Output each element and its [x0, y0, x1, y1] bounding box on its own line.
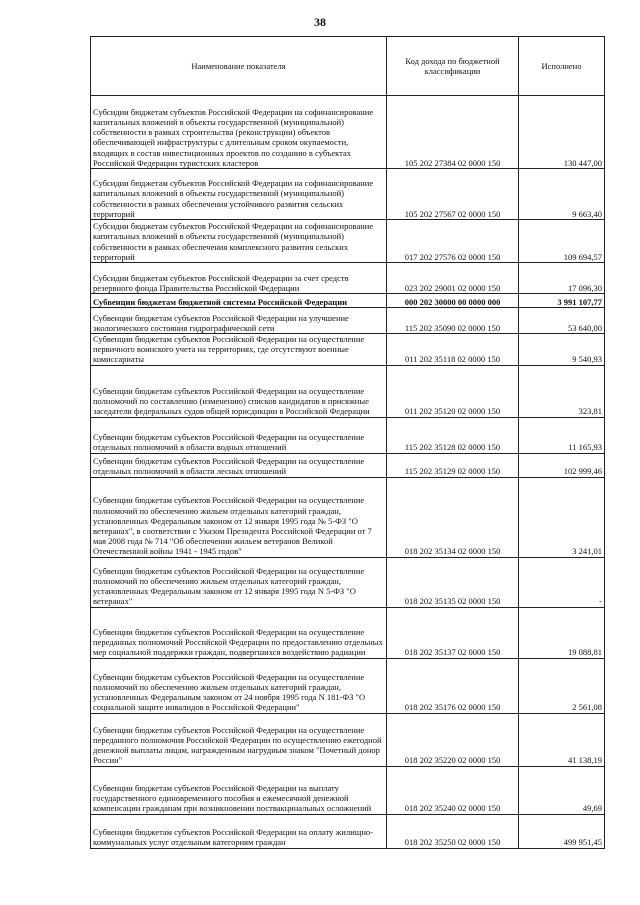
row-value-cell: 2 561,08: [519, 658, 605, 713]
row-value-cell: 53 640,00: [519, 308, 605, 334]
row-name-cell: Субсидии бюджетам субъектов Российской Федерации на софинансирование капитальных вложений в объекты государственной (муниципальной) собственности в рамках строительства (реконструкции) объектов обеспечивающей инфраструктуры с длительным сроком окупаемости, входящих в состав инвестиционных проектов по созданию в субъектах Российской Федерации туристских кластеров: [91, 96, 387, 169]
row-value-cell: 3 241,01: [519, 477, 605, 557]
row-value-cell: 3 991 107,77: [519, 294, 605, 308]
row-code-cell: 105 202 27567 02 0000 150: [387, 169, 519, 220]
row-value-cell: 102 999,46: [519, 453, 605, 477]
row-code-cell: 018 202 35176 02 0000 150: [387, 658, 519, 713]
table-row: [91, 169, 605, 220]
revenue-table: [90, 36, 605, 849]
table-row: [91, 263, 605, 294]
row-code-cell: 023 202 29001 02 0000 150: [387, 263, 519, 294]
table-row: [91, 766, 605, 814]
row-value-cell: -: [519, 557, 605, 607]
row-value-cell: 49,69: [519, 766, 605, 814]
row-name-cell: Субвенции бюджетам субъектов Российской Федерации на улучшение экологического состояния гидрографической сети: [91, 308, 387, 334]
table-row: [91, 557, 605, 607]
row-code-cell: 105 202 27384 02 0000 150: [387, 96, 519, 169]
row-value-cell: 19 088,81: [519, 607, 605, 658]
table-row: [91, 365, 605, 417]
row-name-cell: Субвенции бюджетам субъектов Российской Федерации на осуществление первичного воинского учета на территориях, где отсутствуют военные комиссариаты: [91, 334, 387, 366]
row-value-cell: 41 138,19: [519, 713, 605, 766]
table-row: [91, 334, 605, 366]
row-value-cell: 11 165,93: [519, 417, 605, 453]
row-code-cell: 018 202 35220 02 0000 150: [387, 713, 519, 766]
row-value-cell: 499 951,45: [519, 814, 605, 848]
row-value-cell: 323,81: [519, 365, 605, 417]
table-row: [91, 607, 605, 658]
header-code: Код дохода по бюджетной классификации: [387, 37, 519, 96]
header-value: Исполнено: [519, 37, 605, 96]
table-row: [91, 220, 605, 263]
row-name-cell: Субсидии бюджетам субъектов Российской Федерации на софинансирование капитальных вложений в объекты государственной (муниципальной) собственности в рамках обеспечения устойчивого развития сельских территорий: [91, 169, 387, 220]
table-row: [91, 96, 605, 169]
row-name-cell: Субвенции бюджетам субъектов Российской Федерации на осуществление полномочий по обеспечению жильем отдельных категорий граждан, установленных Федеральным законом от 12 января 1995 года № 5-ФЗ "О ветеранах", в соответствии с Указом Президента Российской Федерации от 7 мая 2008 года № 714 "Об обеспечении жильем ветеранов Великой Отечественной войны 1941 - 1945 годов": [91, 477, 387, 557]
row-value-cell: 130 447,00: [519, 96, 605, 169]
row-value-cell: 17 096,30: [519, 263, 605, 294]
row-code-cell: 011 202 35120 02 0000 150: [387, 365, 519, 417]
row-name-cell: Субвенции бюджетам субъектов Российской Федерации на оплату жилищно-коммунальных услуг отдельным категориям граждан: [91, 814, 387, 848]
row-name-cell: Субсидии бюджетам субъектов Российской Федерации за счет средств резервного фонда Правительства Российской Федерации: [91, 263, 387, 294]
row-name-cell: Субвенции бюджетам субъектов Российской Федерации на осуществление полномочий по обеспечению жильем отдельных категорий граждан, установленных Федеральным законом от 24 ноября 1995 года N 181-ФЗ "О социальной защите инвалидов в Российской Федерации": [91, 658, 387, 713]
table-row: [91, 453, 605, 477]
row-code-cell: 018 202 35240 02 0000 150: [387, 766, 519, 814]
row-name-cell: Субвенции бюджетам бюджетной системы Российской Федерации: [91, 294, 387, 308]
row-name-cell: Субвенции бюджетам субъектов Российской Федерации на осуществление отдельных полномочий в области водных отношений: [91, 417, 387, 453]
row-name-cell: Субвенции бюджетам субъектов Российской Федерации на осуществление переданного полномочия Российской Федерации по осуществлению ежегодной денежной выплаты лицам, награжденным нагрудным знаком "Почетный донор России": [91, 713, 387, 766]
row-code-cell: 018 202 35134 02 0000 150: [387, 477, 519, 557]
row-code-cell: 115 202 35129 02 0000 150: [387, 453, 519, 477]
row-code-cell: 018 202 35137 02 0000 150: [387, 607, 519, 658]
row-name-cell: Субсидии бюджетам субъектов Российской Федерации на софинансирование капитальных вложений в объекты государственной (муниципальной) собственности в рамках обеспечения комплексного развития сельских территорий: [91, 220, 387, 263]
row-name-cell: Субвенции бюджетам субъектов Российской Федерации на осуществление отдельных полномочий в области лесных отношений: [91, 453, 387, 477]
table-row: [91, 308, 605, 334]
header-name: Наименование показателя: [91, 37, 387, 96]
table-body: [91, 96, 605, 849]
row-value-cell: 9 663,40: [519, 169, 605, 220]
table-row: [91, 658, 605, 713]
table-header-row: [91, 37, 605, 96]
row-code-cell: 000 202 30000 00 0000 000: [387, 294, 519, 308]
row-value-cell: 9 540,93: [519, 334, 605, 366]
table-row: [91, 713, 605, 766]
row-name-cell: Субвенции бюджетам субъектов Российской Федерации на выплату государственного единовременного пособия и ежемесячной денежной компенсации гражданам при возникновении поствакцинальных осложнений: [91, 766, 387, 814]
table-row: [91, 477, 605, 557]
row-code-cell: 115 202 35128 02 0000 150: [387, 417, 519, 453]
row-name-cell: Субвенции бюджетам субъектов Российской Федерации на осуществление переданных полномочий Российской Федерации по предоставлению отдельных мер социальной поддержки граждан, подвергшихся воздействию радиации: [91, 607, 387, 658]
row-code-cell: 115 202 35090 02 0000 150: [387, 308, 519, 334]
row-name-cell: Субвенции бюджетам субъектов Российской Федерации на осуществление полномочий по составлению (изменению) списков кандидатов в присяжные заседатели федеральных судов общей юрисдикции в Российской Федерации: [91, 365, 387, 417]
row-code-cell: 018 202 35250 02 0000 150: [387, 814, 519, 848]
table-row: [91, 417, 605, 453]
row-code-cell: 017 202 27576 02 0000 150: [387, 220, 519, 263]
table-row: [91, 294, 605, 308]
row-code-cell: 011 202 35118 02 0000 150: [387, 334, 519, 366]
row-code-cell: 018 202 35135 02 0000 150: [387, 557, 519, 607]
page-number: 38: [314, 15, 326, 29]
row-value-cell: 109 694,57: [519, 220, 605, 263]
row-name-cell: Субвенции бюджетам субъектов Российской Федерации на осуществление полномочий по обеспечению жильем отдельных категорий граждан, установленных Федеральным законом от 12 января 1995 года N 5-ФЗ "О ветеранах": [91, 557, 387, 607]
table-row: [91, 814, 605, 848]
